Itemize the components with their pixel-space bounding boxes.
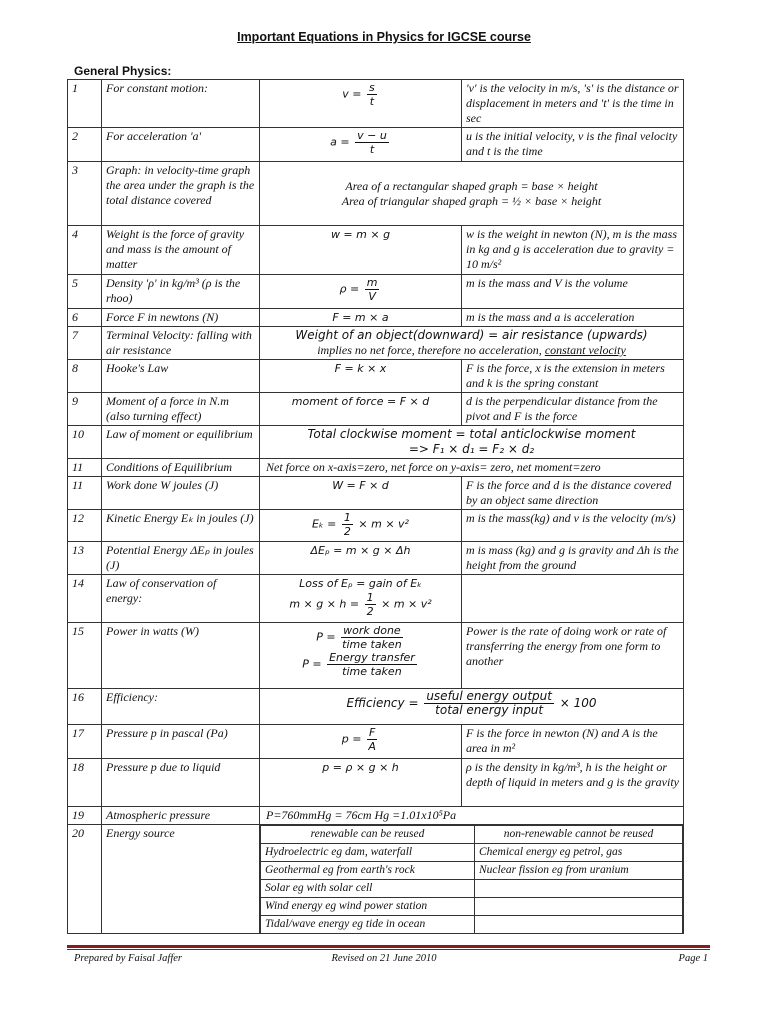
terminal-velocity-equation xyxy=(260,327,684,360)
equation-conservation xyxy=(260,575,462,623)
equilibrium-conditions: Net force on x-axis=zero, net force on y-axis= zero, net moment=zero xyxy=(260,459,684,477)
equation-line: Weight of an object(downward) = air resistance (upwards) xyxy=(295,328,648,342)
row-description: Conditions of Equilibrium xyxy=(102,459,260,477)
row-description: Moment of a force in N.m (also turning effect) xyxy=(102,393,260,426)
energy-row xyxy=(261,880,683,898)
non-renewable-item: Chemical energy eg petrol, gas xyxy=(475,844,683,862)
row-description: Atmospheric pressure xyxy=(102,807,260,825)
row-description: Force F in newtons (N) xyxy=(102,309,260,327)
footer-revised: Revised on 21 June 2010 xyxy=(331,953,437,964)
table-row xyxy=(68,510,684,542)
footer-author: Prepared by Faisal Jaffer xyxy=(74,953,182,964)
row-description: Density 'ρ' in kg/m³ (ρ is the rhoo) xyxy=(102,275,260,309)
row-number: 20 xyxy=(68,825,102,934)
row-number: 15 xyxy=(68,623,102,689)
row-note: m is the mass and V is the volume xyxy=(462,275,684,309)
table-row xyxy=(68,327,684,360)
equation-line: => F₁ × d₁ = F₂ × d₂ xyxy=(408,442,535,456)
row-note: m is the mass and a is acceleration xyxy=(462,309,684,327)
non-renewable-item xyxy=(475,880,683,898)
row-number: 18 xyxy=(68,759,102,807)
row-note: u is the initial velocity, v is the final velocity and t is the time xyxy=(462,128,684,162)
row-number: 16 xyxy=(68,689,102,725)
non-renewable-item xyxy=(475,916,683,934)
row-number: 19 xyxy=(68,807,102,825)
equation-hooke: F = k × x xyxy=(260,360,462,393)
non-renewable-header: non-renewable cannot be reused xyxy=(475,826,683,844)
footer-divider xyxy=(67,945,710,948)
row-description: Law of conservation of energy: xyxy=(102,575,260,623)
row-note: Power is the rate of doing work or rate of transferring the energy from one form to another xyxy=(462,623,684,689)
row-description: Power in watts (W) xyxy=(102,623,260,689)
row-note: F is the force, x is the extension in meters and k is the spring constant xyxy=(462,360,684,393)
table-row xyxy=(68,807,684,825)
graph-area-equations xyxy=(260,162,684,226)
row-description: Hooke's Law xyxy=(102,360,260,393)
row-description: Energy source xyxy=(102,825,260,934)
energy-row xyxy=(261,898,683,916)
row-description: Efficiency: xyxy=(102,689,260,725)
table-row xyxy=(68,309,684,327)
row-description: For acceleration 'a' xyxy=(102,128,260,162)
equation-line: Area of triangular shaped graph = ½ × base × height xyxy=(341,193,602,208)
table-row xyxy=(68,477,684,510)
table-row xyxy=(68,128,684,162)
equation-kinetic-energy: Eₖ = $\frac{1}{2}$ × m × v² xyxy=(260,510,462,542)
row-note: d is the perpendicular distance from the pivot and F is the force xyxy=(462,393,684,426)
section-heading: General Physics: xyxy=(74,64,172,78)
row-note: w is the weight in newton (N), m is the mass in kg and g is acceleration due to gravity = 10 m/s² xyxy=(462,226,684,275)
row-description: Pressure p in pascal (Pa) xyxy=(102,725,260,759)
page-title: Important Equations in Physics for IGCSE course xyxy=(237,30,531,44)
table-row xyxy=(68,393,684,426)
equation-force: F = m × a xyxy=(260,309,462,327)
row-number: 7 xyxy=(68,327,102,360)
energy-row xyxy=(261,916,683,934)
table-row xyxy=(68,825,684,934)
table-row xyxy=(68,162,684,226)
equation-power xyxy=(260,623,462,689)
table-row xyxy=(68,759,684,807)
equation-acceleration: a = $\frac{v - u}{t}$ xyxy=(260,128,462,162)
renewable-item: Solar eg with solar cell xyxy=(261,880,475,898)
equation-explanation xyxy=(264,343,679,358)
row-description: Potential Energy ΔEₚ in joules (J) xyxy=(102,542,260,575)
row-note: ρ is the density in kg/m³, h is the height or depth of liquid in meters and g is the gravity xyxy=(462,759,684,807)
equation-line: Area of a rectangular shaped graph = base × height xyxy=(345,178,598,193)
table-row xyxy=(68,360,684,393)
equation-line: P = $\frac{\text{Energy transfer}}{\text{time taken}}$ xyxy=(302,651,415,678)
row-description: Terminal Velocity: falling with air resistance xyxy=(102,327,260,360)
table-row xyxy=(68,689,684,725)
row-number: 12 xyxy=(68,510,102,542)
energy-header-row xyxy=(261,826,683,844)
row-note xyxy=(462,575,684,623)
row-number: 4 xyxy=(68,226,102,275)
energy-row xyxy=(261,844,683,862)
row-number: 11 xyxy=(68,459,102,477)
equations-table xyxy=(67,79,684,934)
row-note: F is the force and d is the distance covered by an object same direction xyxy=(462,477,684,510)
renewable-header: renewable can be reused xyxy=(261,826,475,844)
row-number: 14 xyxy=(68,575,102,623)
row-number: 10 xyxy=(68,426,102,459)
explanation-text: implies no net force, therefore no acceleration, xyxy=(317,343,545,357)
table-row xyxy=(68,459,684,477)
row-number: 17 xyxy=(68,725,102,759)
table-row xyxy=(68,426,684,459)
equation-line: m × g × h = $\frac{1}{2}$ × m × v² xyxy=(289,591,432,618)
equation-potential-energy: ΔEₚ = m × g × Δh xyxy=(260,542,462,575)
equation-line: P = $\frac{\text{work done}}{\text{time taken}}$ xyxy=(316,624,402,651)
non-renewable-item xyxy=(475,898,683,916)
equation-work: W = F × d xyxy=(260,477,462,510)
moment-equations xyxy=(260,426,684,459)
energy-sources-table xyxy=(260,825,683,933)
row-description: Graph: in velocity-time graph the area under the graph is the total distance covered xyxy=(102,162,260,226)
row-number: 13 xyxy=(68,542,102,575)
explanation-underlined: constant velocity xyxy=(544,343,626,357)
renewable-item: Hydroelectric eg dam, waterfall xyxy=(261,844,475,862)
row-number: 3 xyxy=(68,162,102,226)
equation-efficiency: Efficiency = $\frac{\text{useful energy output}}{\text{total energy input}}$ × 100 xyxy=(260,689,684,725)
row-number: 1 xyxy=(68,80,102,128)
non-renewable-item: Nuclear fission eg from uranium xyxy=(475,862,683,880)
footer-divider-thin xyxy=(67,949,710,950)
equation-line: Total clockwise moment = total anticlockwise moment xyxy=(307,427,636,441)
table-row xyxy=(68,80,684,128)
row-number: 5 xyxy=(68,275,102,309)
renewable-item: Wind energy eg wind power station xyxy=(261,898,475,916)
renewable-item: Tidal/wave energy eg tide in ocean xyxy=(261,916,475,934)
row-description: Law of moment or equilibrium xyxy=(102,426,260,459)
row-description: For constant motion: xyxy=(102,80,260,128)
equation-moment: moment of force = F × d xyxy=(260,393,462,426)
table-row xyxy=(68,725,684,759)
equation-line: Loss of Eₚ = gain of Eₖ xyxy=(299,577,422,590)
equation-liquid-pressure: p = ρ × g × h xyxy=(260,759,462,807)
row-note: F is the force in newton (N) and A is the area in m² xyxy=(462,725,684,759)
table-row xyxy=(68,575,684,623)
row-description: Kinetic Energy Eₖ in joules (J) xyxy=(102,510,260,542)
table-row xyxy=(68,623,684,689)
table-row xyxy=(68,275,684,309)
equation-pressure: p = $\frac{F}{A}$ xyxy=(260,725,462,759)
renewable-item: Geothermal eg from earth's rock xyxy=(261,862,475,880)
row-description: Work done W joules (J) xyxy=(102,477,260,510)
row-number: 6 xyxy=(68,309,102,327)
energy-row xyxy=(261,862,683,880)
atmospheric-pressure-value: P=760mmHg = 76cm Hg =1.01x10⁵Pa xyxy=(260,807,684,825)
row-number: 9 xyxy=(68,393,102,426)
equation-weight: w = m × g xyxy=(260,226,462,275)
equation-velocity: v = $\frac{s}{t}$ xyxy=(260,80,462,128)
row-number: 8 xyxy=(68,360,102,393)
energy-sources-cell xyxy=(260,825,684,934)
row-description: Pressure p due to liquid xyxy=(102,759,260,807)
row-description: Weight is the force of gravity and mass is the amount of matter xyxy=(102,226,260,275)
footer-page-number: Page 1 xyxy=(678,953,708,964)
row-number: 11 xyxy=(68,477,102,510)
row-number: 2 xyxy=(68,128,102,162)
row-note: m is mass (kg) and g is gravity and Δh is the height from the ground xyxy=(462,542,684,575)
equation-density: ρ = $\frac{m}{V}$ xyxy=(260,275,462,309)
table-row xyxy=(68,542,684,575)
row-note: m is the mass(kg) and v is the velocity (m/s) xyxy=(462,510,684,542)
row-note: 'v' is the velocity in m/s, 's' is the distance or displacement in meters and 't' is the time in sec xyxy=(462,80,684,128)
table-row xyxy=(68,226,684,275)
